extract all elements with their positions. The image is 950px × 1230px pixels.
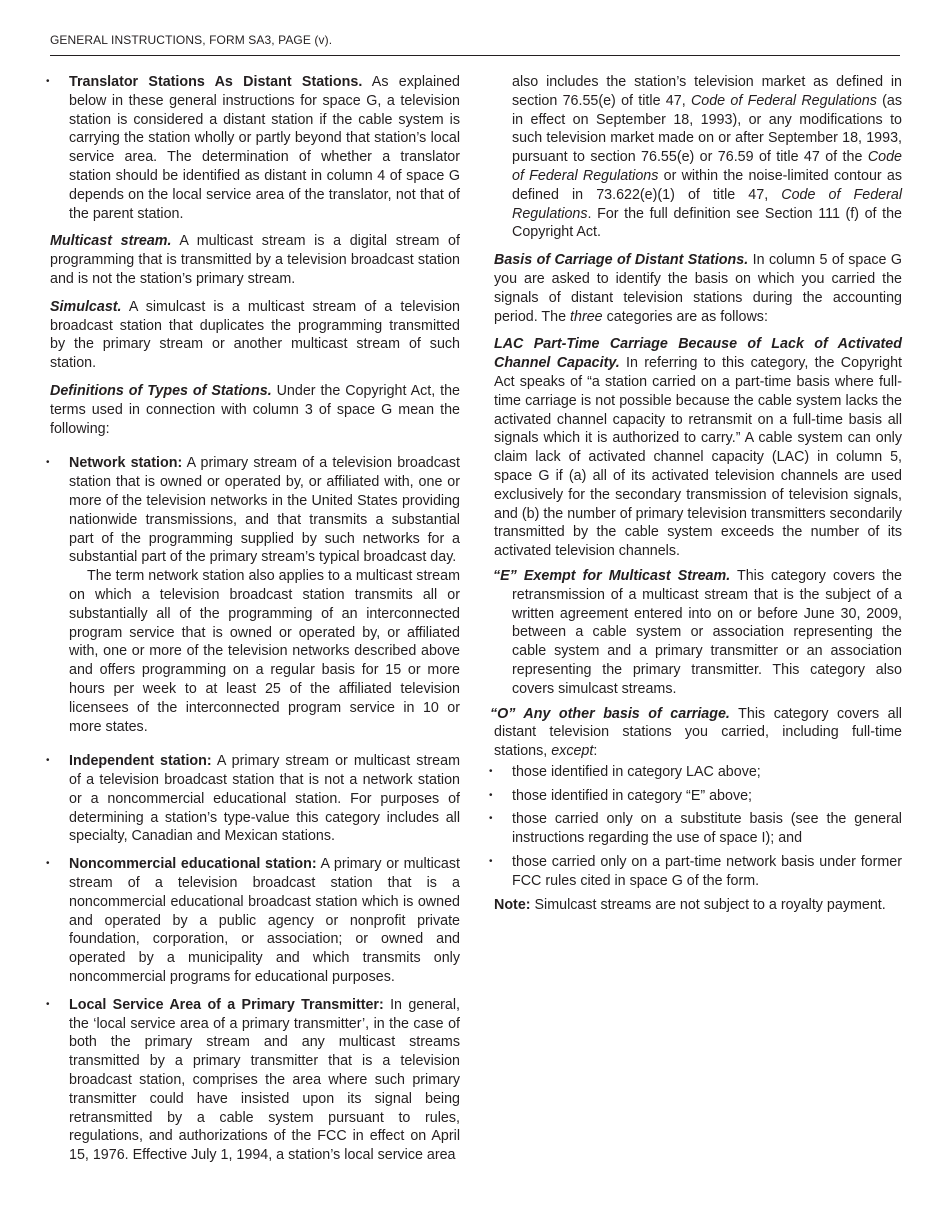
list-item: • those carried only on a part-time network basis under former FCC rules cited in space G of the form.: [493, 853, 902, 891]
left-column: [50, 73, 460, 1165]
right-column: [490, 73, 902, 914]
cont-cfr-1: Code of Federal Regulations: [690, 92, 877, 109]
other-except: except: [551, 743, 594, 760]
lac-title: LAC Part-Time Carriage Because of Lack of Activated Channel Capacity.: [494, 336, 902, 372]
cont-text-1: also includes the station’s television market as defined in section 76.55(e) of title 47,: [512, 74, 902, 109]
definitions-paragraph: [50, 382, 460, 438]
cont-text-3: or within the noise-limited contour as defined in 73.622(e)(1) of title 47,: [512, 167, 902, 203]
network-station-item: [50, 454, 460, 567]
exempt-text: This category covers the retransmission of a multicast stream that is the subject of a written agreement entered into on or before June 30, 2009, between a cable system or association representing the cable system and a primary transmitter or an association representing the primary transmitter. This category also covers simulcast streams.: [512, 567, 902, 697]
simulcast-title: Simulcast.: [50, 298, 122, 315]
simulcast-paragraph: [50, 298, 460, 373]
local-service-text: In general, the ‘local service area of a primary transmitter’, in the case of both the primary stream and any multicast streams transmitted by a primary transmitter that is a television broadcast station, comprises the area where such primary transmitter could have insisted upon its signal being retransmitted by a cable system pursuant to rules, regulations, and authorizations of the FCC in effect on April 15, 1976. Effective July 1, 1994, a station’s local service area: [69, 996, 460, 1164]
network-text: A primary stream of a television broadcast station that is owned or operated by, or affiliated with, one or more of the television networks in the United States providing nationwide transmissions, and that transmits a substantial part of the programming supplied by such networks for a substantial part of the primary stream’s typical broadcast day.: [69, 455, 460, 566]
independent-station-item: [50, 752, 460, 846]
local-service-area-item: [50, 996, 460, 1165]
independent-title: Independent station:: [69, 753, 212, 770]
basis-three: three: [570, 308, 603, 325]
other-text-1: This category covers all distant television stations you carried, including full-time stations,: [494, 705, 902, 760]
list-item: • those identified in category “E” above;: [493, 787, 902, 806]
lac-paragraph: [490, 335, 902, 561]
noncommercial-title: Noncommercial educational station:: [69, 856, 317, 873]
basis-title: Basis of Carriage of Distant Stations.: [494, 252, 749, 269]
local-service-continuation: [490, 73, 902, 242]
cont-cfr-3: Code of Federal Regulations: [512, 186, 902, 222]
multicast-title: Multicast stream.: [50, 233, 172, 250]
note-title: Note:: [494, 896, 531, 913]
cont-text-2: (as in effect on September 18, 1993), or any modifications to such television market made on or after September 18, 1993, pursuant to section 76.55(e) or 76.59 of title 47 of the: [512, 92, 902, 166]
basis-text-1: In column 5 of space G you are asked to identify the basis on which you carried the signals of distant television stations during the accounting period. The: [494, 252, 902, 325]
basis-text-2: categories are as follows:: [602, 308, 768, 325]
list-item: • those identified in category LAC above;: [493, 763, 902, 782]
multicast-text: A multicast stream is a digital stream of programming that is transmitted by a television broadcast station and is not the station’s primary stream.: [50, 233, 460, 287]
simulcast-text: A simulcast is a multicast stream of a television broadcast station that duplicates the programming transmitted by the primary stream or another multicast stream of such station.: [50, 298, 460, 372]
translator-text: As explained below in these general instructions for space G, a television station is considered a distant station if the cable system is carrying the station wholly or partly beyond that station’s local service area. The determination of whether a translator station should be identified as distant in column 4 of space G depends on the local service area of the translator, not that of the parent station.: [69, 74, 460, 222]
exempt-paragraph: [490, 567, 902, 699]
network-station-continuation: The term network station also applies to a multicast stream on which a television broadcast station transmits all or substantially all of the programming of an interconnected program service that is owned or operated by, or affiliated with, one or more of the television networks described above and offers programming on a regular basis for 15 or more hours per week to at least 25 of the affiliated television licensees of the interconnected program service in 10 or more states.: [69, 568, 460, 735]
list-item: • those carried only on a substitute basis (see the general instructions regarding the use of space I); and: [493, 810, 902, 848]
basis-paragraph: [490, 251, 902, 326]
translator-title: Translator Stations As Distant Stations.: [69, 74, 363, 90]
exempt-title: “E” Exempt for Multicast Stream.: [493, 567, 731, 584]
definitions-text: Under the Copyright Act, the terms used in connection with column 3 of space G mean the following:: [50, 382, 460, 437]
cont-text-4: . For the full definition see Section 111 (f) of the Copyright Act.: [512, 205, 902, 241]
definitions-title: Definitions of Types of Stations.: [50, 382, 272, 399]
page-header: GENERAL INSTRUCTIONS, FORM SA3, PAGE (v).: [50, 33, 333, 47]
noncommercial-text: A primary or multicast stream of a television broadcast station that is a noncommercial educational broadcast station which is owned and operated by a public agency or nonprofit private foundation, corporation, or association; or owned and operated by a municipality and which transmits only noncommercial programs for educational purposes.: [69, 856, 460, 986]
note-text: Simulcast streams are not subject to a royalty payment.: [530, 896, 886, 913]
translator-stations-item: [50, 73, 460, 223]
local-service-title: Local Service Area of a Primary Transmitter:: [69, 996, 384, 1013]
noncommercial-station-item: [50, 855, 460, 987]
lac-text: In referring to this category, the Copyright Act speaks of “a station carried on a part-time basis where full-time carriage is not possible because the cable system lacks the activated channel capacity to retransmit on a full-time basis all signals which it is authorized to carry.” A cable system can only claim lack of activated channel capacity (LAC) in column 5, space G if (a) all of its activated television channels are used exclusively for the secondary transmission of television signals, and (b) the number of primary television transmitters secondarily transmitted by the cable system exceeds the number of its activated television channels.: [494, 355, 902, 560]
note-paragraph: [490, 896, 902, 915]
other-title: “O” Any other basis of carriage.: [490, 705, 730, 722]
other-paragraph: [490, 705, 902, 761]
header-rule: [50, 55, 900, 56]
other-text-2: :: [593, 743, 598, 760]
network-title: Network station:: [69, 455, 183, 472]
cont-cfr-2: Code of Federal Regulations: [512, 149, 902, 184]
independent-text: A primary stream or multicast stream of a television broadcast station that is not a network station or a noncommercial educational station. For purposes of determining a station’s type-value this category includes all specialty, Canadian and Mexican stations.: [69, 753, 460, 845]
multicast-paragraph: [50, 232, 460, 288]
